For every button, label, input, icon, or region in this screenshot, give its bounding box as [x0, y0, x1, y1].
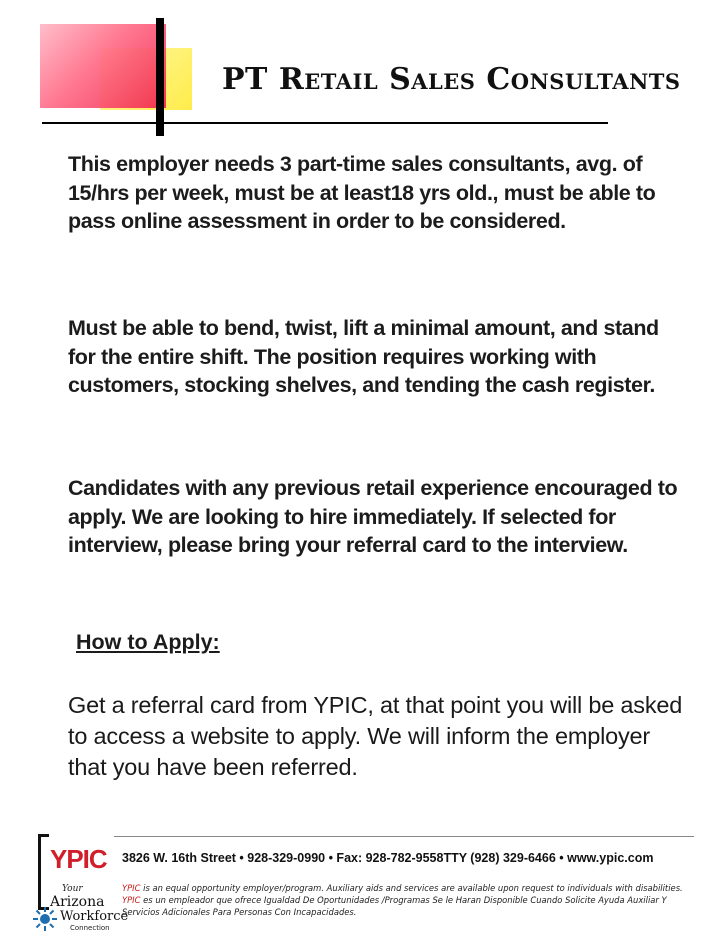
duties-paragraph: Must be able to bend, twist, lift a minimal amount, and stand for the entire shift. The position requires working with customers, stocking shelves, and tending the cash register. — [68, 316, 659, 397]
footer-address: 3826 W. 16th Street • 928-329-0990 • Fax: 928-782-9558TTY (928) 329-6466 • www.ypic.com — [122, 851, 654, 865]
logo-your: Your — [62, 884, 83, 894]
logo-arizona: Arizona — [50, 894, 105, 910]
logo-brand: YPIC — [50, 844, 107, 874]
ypic-word: YPIC — [122, 895, 141, 905]
disclaimer-english-text: is an equal opportunity employer/program. Auxiliary aids and services are available upon request to individuals with disabilities. — [140, 883, 683, 893]
how-to-apply-text: Get a referral card from YPIC, at that point you will be asked to access a website to apply. We will inform the employer that you have been referred. — [68, 692, 683, 780]
title-underline — [42, 122, 608, 124]
how-to-apply-heading: How to Apply: — [76, 630, 220, 654]
candidates-paragraph: Candidates with any previous retail experience encouraged to apply. We are looking to hire immediately. If selected for interview, please bring your referral card to the interview. — [68, 476, 678, 557]
requirements-paragraph: This employer needs 3 part-time sales consultants, avg. of 15/hrs per week, must be at least18 yrs old., must be able to pass online assessment in order to be considered. — [68, 152, 656, 233]
decorative-red-square — [40, 24, 166, 108]
ypic-word: YPIC — [122, 883, 141, 893]
logo-workforce: Workforce — [60, 909, 129, 924]
ypic-logo — [28, 828, 129, 942]
logo-connection: Connection — [70, 924, 110, 932]
page-title: PT Retail Sales Consultants — [222, 62, 681, 97]
disclaimer-english — [122, 882, 702, 894]
footer-divider — [114, 836, 694, 837]
footer-disclaimer — [122, 882, 702, 918]
disclaimer-spanish-text: es un empleador que ofrece Igualdad De Oportunidades /Programas Se le Haran Disponible Cuando Solicite Ayuda Auxiliar Y Servicios Adicionales Para Personas Con Incapacidades. — [122, 895, 667, 917]
logo-bracket — [38, 834, 49, 910]
disclaimer-spanish — [122, 894, 702, 918]
decorative-vertical-bar — [156, 18, 164, 136]
